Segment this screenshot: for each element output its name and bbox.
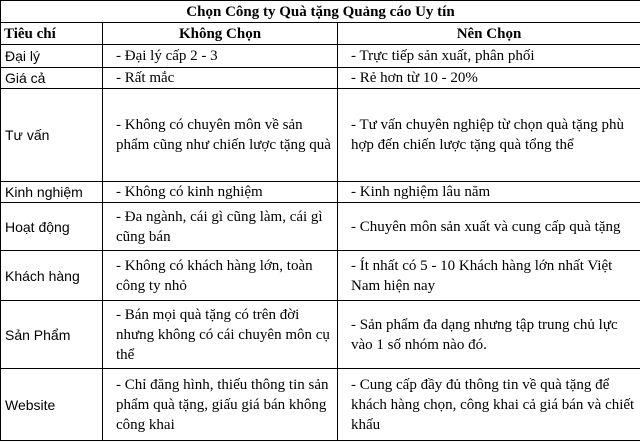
row-choose: - Kinh nghiệm lâu năm <box>338 182 640 203</box>
row-avoid: - Không có chuyên môn về sản phẩm cũng như chiến lược tặng quà <box>103 89 338 182</box>
row-criterion: Khách hàng <box>1 251 103 301</box>
row-avoid: - Rất mắc <box>103 68 338 89</box>
title-row <box>1 1 640 23</box>
row-choose: - Ít nhất có 5 - 10 Khách hàng lớn nhất Việt Nam hiện nay <box>338 251 640 301</box>
row-choose: - Trực tiếp sản xuất, phân phối <box>338 45 640 68</box>
row-criterion: Hoạt động <box>1 203 103 251</box>
row-avoid: - Không có kinh nghiệm <box>103 182 338 203</box>
row-choose: - Sản phẩm đa dạng nhưng tập trung chủ lực vào 1 số nhóm nào đó. <box>338 301 640 369</box>
table-row <box>1 68 640 89</box>
row-criterion: Sản Phẩm <box>1 301 103 369</box>
table-row <box>1 301 640 369</box>
row-avoid: - Bán mọi quà tặng có trên đời nhưng không có cái chuyên môn cụ thể <box>103 301 338 369</box>
header-row <box>1 23 640 45</box>
row-criterion: Kinh nghiệm <box>1 182 103 203</box>
table-row <box>1 182 640 203</box>
row-criterion: Đại lý <box>1 45 103 68</box>
row-criterion: Giá cả <box>1 68 103 89</box>
row-choose: - Cung cấp đầy đủ thông tin về quà tặng để khách hàng chọn, công khai cả giá bán và chiết khấu <box>338 369 640 441</box>
row-criterion: Website <box>1 369 103 441</box>
table-row <box>1 369 640 441</box>
header-choose: Nên Chọn <box>338 23 640 45</box>
table-row <box>1 45 640 68</box>
table-row <box>1 89 640 182</box>
row-choose: - Chuyên môn sản xuất và cung cấp quà tặng <box>338 203 640 251</box>
header-avoid: Không Chọn <box>103 23 338 45</box>
row-avoid: - Đa ngành, cái gì cũng làm, cái gì cũng bán <box>103 203 338 251</box>
header-criterion: Tiêu chí <box>1 23 103 45</box>
row-criterion: Tư vấn <box>1 89 103 182</box>
table-row <box>1 251 640 301</box>
row-choose: - Rẻ hơn từ 10 - 20% <box>338 68 640 89</box>
table-row <box>1 203 640 251</box>
row-avoid: - Chỉ đăng hình, thiếu thông tin sản phẩm quà tặng, giấu giá bán không công khai <box>103 369 338 441</box>
row-avoid: - Đại lý cấp 2 - 3 <box>103 45 338 68</box>
table-title: Chọn Công ty Quà tặng Quảng cáo Uy tín <box>1 1 640 23</box>
row-avoid: - Không có khách hàng lớn, toàn công ty nhỏ <box>103 251 338 301</box>
row-choose: - Tư vấn chuyên nghiệp từ chọn quà tặng phù hợp đến chiến lược tặng quà tổng thể <box>338 89 640 182</box>
